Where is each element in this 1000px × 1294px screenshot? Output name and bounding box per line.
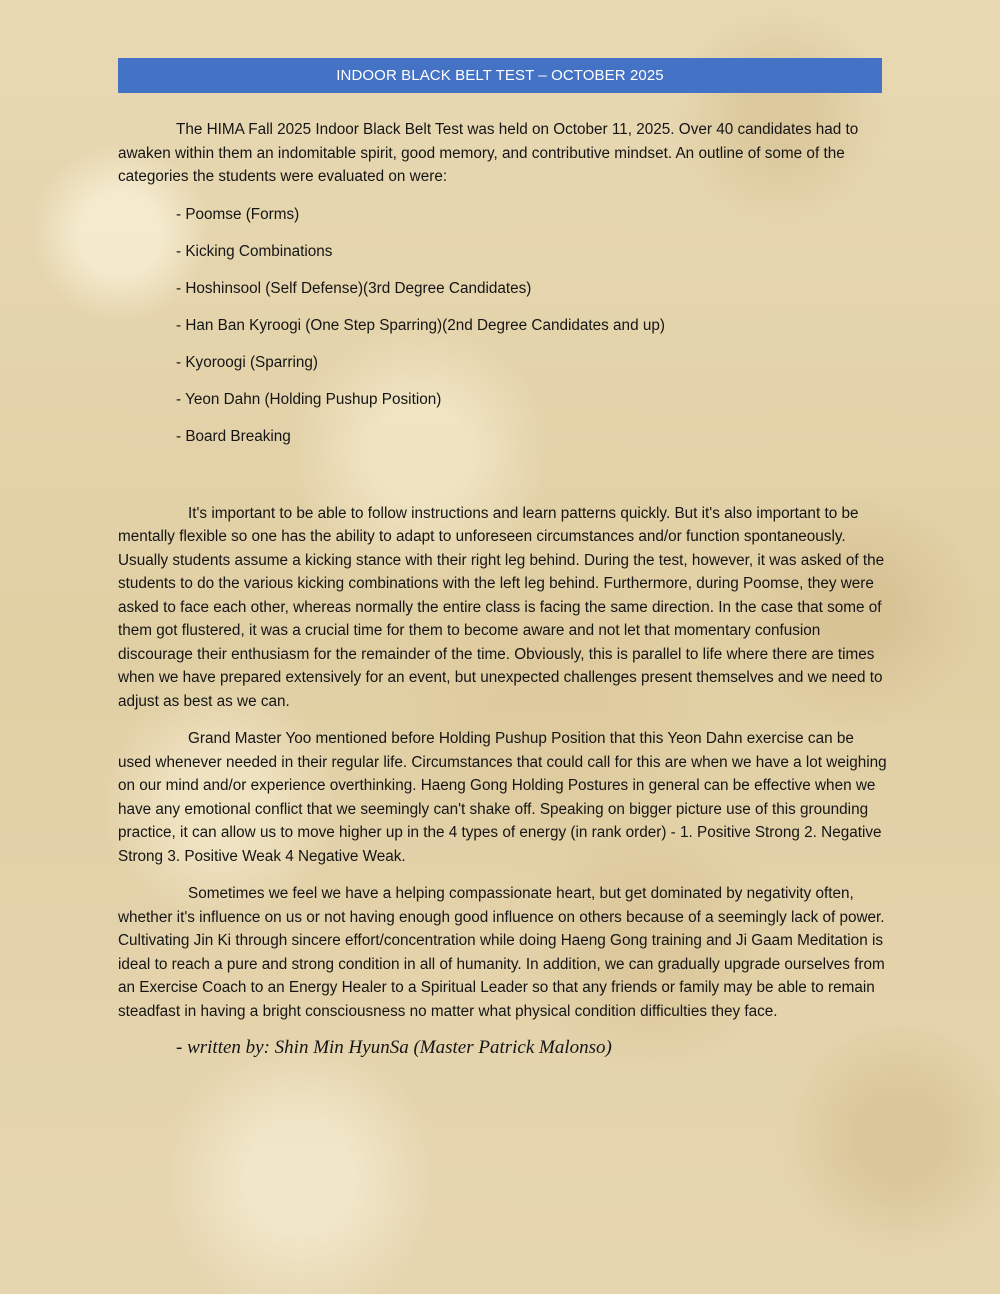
author-signature: - written by: Shin Min HyunSa (Master Patrick Malonso)	[176, 1037, 612, 1058]
list-item: - Kyoroogi (Sparring)	[176, 353, 318, 371]
list-item: - Yeon Dahn (Holding Pushup Position)	[176, 390, 442, 408]
page-title-banner	[118, 58, 882, 93]
body-paragraph-jin-ki: Sometimes we feel we have a helping compassionate heart, but get dominated by negativity often, whether it's influence on us or not having enough good influence on others because of a seemingly lack of power. Cultivating Jin Ki through sincere effort/concentration while doing Haeng Gong training and Ji Gaam Meditation is ideal to reach a pure and strong condition in all of humanity. In addition, we can gradually upgrade ourselves from an Exercise Coach to an Energy Healer to a Spiritual Leader so that any friends or family may be able to remain steadfast in having a bright consciousness no matter what physical condition difficulties they face.	[118, 885, 885, 1020]
section-spacer	[118, 462, 888, 502]
article-body	[118, 118, 888, 1060]
body-paragraph-flexibility: It's important to be able to follow instructions and learn patterns quickly. But it's also important to be mentally flexible so one has the ability to adapt to unforeseen circumstances and/or function spontaneously. Usually students assume a kicking stance with their right leg behind. During the test, however, it was asked of the students to do the various kicking combinations with the left leg behind. Furthermore, during Poomse, they were asked to face each other, whereas normally the entire class is facing the same direction. In the case that some of them got flustered, it was a crucial time for them to become aware and not let that momentary confusion discourage their enthusiasm for the remainder of the time. Obviously, this is parallel to life where there are times when we have prepared extensively for an event, but unexpected challenges present themselves and we need to adjust as best as we can.	[118, 504, 885, 710]
intro-paragraph: The HIMA Fall 2025 Indoor Black Belt Test was held on October 11, 2025. Over 40 candidates had to awaken within them an indomitable spirit, good memory, and contributive mindset. An outline of some of the categories the students were evaluated on were:	[118, 121, 859, 185]
list-item: - Hoshinsool (Self Defense)(3rd Degree Candidates)	[176, 279, 532, 297]
list-item: - Han Ban Kyroogi (One Step Sparring)(2nd Degree Candidates and up)	[176, 316, 665, 334]
list-item: - Poomse (Forms)	[176, 205, 300, 223]
category-list	[176, 203, 888, 449]
page-title: INDOOR BLACK BELT TEST – OCTOBER 2025	[336, 67, 664, 84]
list-item: - Board Breaking	[176, 427, 291, 445]
body-paragraph-yeon-dahn: Grand Master Yoo mentioned before Holding Pushup Position that this Yeon Dahn exercise can be used whenever needed in their regular life. Circumstances that could call for this are when we have a lot weighing on our mind and/or experience overthinking. Haeng Gong Holding Postures in general can be effective when we have any emotional conflict that we seemingly can't shake off. Speaking on bigger picture use of this grounding practice, it can allow us to move higher up in the 4 types of energy (in rank order) - 1. Positive Strong 2. Negative Strong 3. Positive Weak 4 Negative Weak.	[118, 730, 887, 865]
list-item: - Kicking Combinations	[176, 242, 333, 260]
